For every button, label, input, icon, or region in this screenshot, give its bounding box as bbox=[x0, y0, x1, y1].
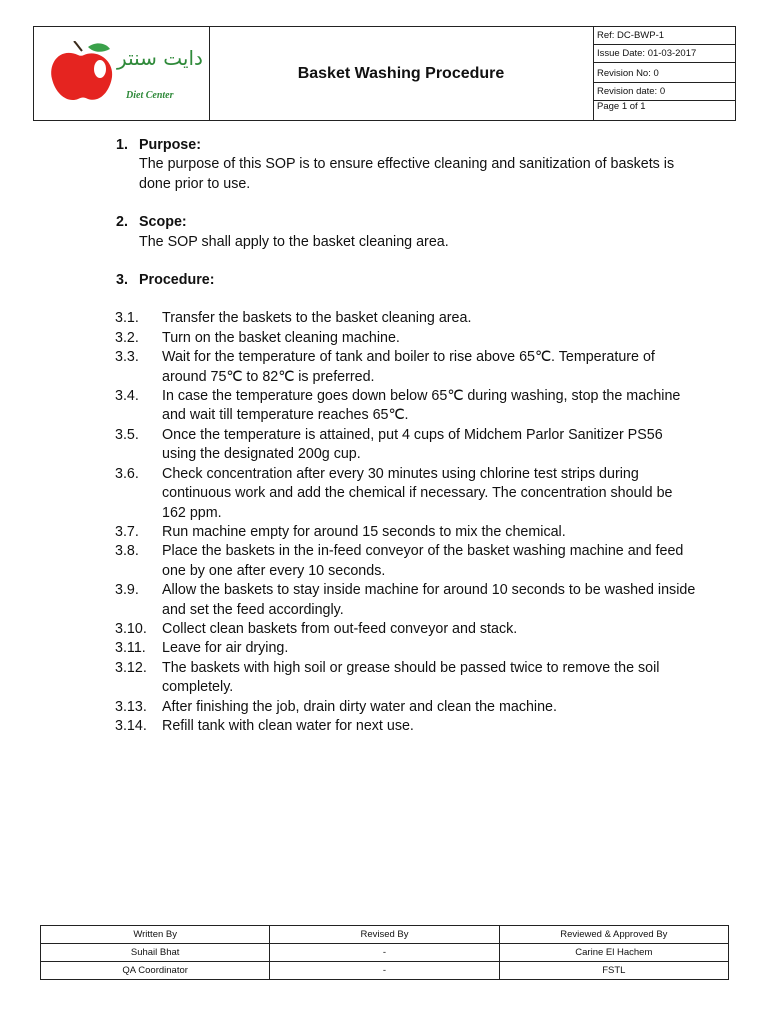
step-number: 3.1. bbox=[115, 310, 139, 327]
step-number: 3.11. bbox=[115, 640, 146, 657]
procedure-step bbox=[115, 542, 696, 581]
procedure-step bbox=[115, 329, 696, 348]
signoff-cell: Revised By bbox=[270, 926, 499, 944]
signoff-cell: FSTL bbox=[499, 962, 728, 980]
document-header bbox=[33, 26, 736, 121]
section-number: 3. bbox=[116, 272, 128, 289]
procedure-step bbox=[115, 581, 696, 620]
svg-text:دايت سنتر: دايت سنتر bbox=[117, 46, 203, 70]
section-scope bbox=[116, 213, 696, 252]
procedure-step bbox=[115, 659, 696, 698]
step-text: Leave for air drying. bbox=[162, 640, 289, 657]
section-title: Procedure: bbox=[139, 272, 215, 289]
step-text: Allow the baskets to stay inside machine for around 10 seconds to be washed inside and set the feed accordingly. bbox=[162, 582, 696, 618]
signoff-role-row bbox=[41, 962, 729, 980]
procedure-step bbox=[115, 698, 696, 717]
meta-revision-no: Revision No: 0 bbox=[594, 63, 736, 83]
step-number: 3.14. bbox=[115, 717, 147, 734]
step-number: 3.7. bbox=[115, 523, 139, 540]
step-number: 3.8. bbox=[115, 543, 139, 560]
step-text: Turn on the basket cleaning machine. bbox=[162, 329, 400, 346]
procedure-step bbox=[115, 639, 696, 658]
procedure-step bbox=[115, 348, 696, 387]
section-procedure bbox=[116, 271, 696, 290]
step-text: Transfer the baskets to the basket cleaning area. bbox=[162, 310, 472, 327]
step-text: Run machine empty for around 15 seconds to mix the chemical. bbox=[162, 523, 566, 540]
meta-ref: Ref: DC-BWP-1 bbox=[594, 27, 736, 45]
step-number: 3.5. bbox=[115, 426, 139, 443]
signoff-cell: - bbox=[270, 962, 499, 980]
meta-revision-date: Revision date: 0 bbox=[594, 83, 736, 101]
step-text: Once the temperature is attained, put 4 cups of Midchem Parlor Sanitizer PS56 using the designated 200g cup. bbox=[162, 426, 663, 463]
arabic-logo-text bbox=[112, 45, 208, 85]
signoff-cell: Suhail Bhat bbox=[41, 944, 270, 962]
document-title: Basket Washing Procedure bbox=[297, 64, 505, 82]
logo-tagline: Diet Center bbox=[126, 90, 174, 101]
procedure-step bbox=[115, 717, 696, 736]
section-number: 2. bbox=[116, 214, 128, 231]
document-body bbox=[116, 136, 696, 736]
signoff-cell: - bbox=[270, 944, 499, 962]
step-number: 3.13. bbox=[115, 698, 147, 715]
step-number: 3.2. bbox=[115, 329, 139, 346]
procedure-step bbox=[115, 426, 696, 465]
signoff-cell: Reviewed & Approved By bbox=[499, 926, 728, 944]
section-purpose bbox=[116, 136, 696, 194]
signoff-cell: QA Coordinator bbox=[41, 962, 270, 980]
signoff-name-row bbox=[41, 944, 729, 962]
section-title: Purpose: bbox=[139, 137, 201, 153]
section-text: The purpose of this SOP is to ensure effective cleaning and sanitization of baskets is done prior to use. bbox=[139, 156, 675, 192]
step-text: Check concentration after every 30 minutes using chlorine test strips during continuous work and add the chemical if necessary. The concentration should be 162 ppm. bbox=[162, 465, 673, 521]
section-title: Scope: bbox=[139, 214, 187, 231]
procedure-step bbox=[115, 309, 696, 328]
step-text: After finishing the job, drain dirty water and clean the machine. bbox=[162, 698, 557, 715]
step-text: In case the temperature goes down below 65℃ during washing, stop the machine and wait till temperature reaches 65℃. bbox=[162, 388, 681, 424]
signoff-header-row bbox=[41, 926, 729, 944]
section-number: 1. bbox=[116, 137, 128, 153]
section-text: The SOP shall apply to the basket cleaning area. bbox=[139, 233, 449, 250]
step-number: 3.12. bbox=[115, 659, 147, 676]
step-number: 3.6. bbox=[115, 465, 139, 482]
signoff-table bbox=[40, 925, 729, 980]
step-text: Collect clean baskets from out-feed conveyor and stack. bbox=[162, 620, 518, 637]
procedure-step bbox=[115, 387, 696, 426]
procedure-step bbox=[115, 523, 696, 542]
step-number: 3.3. bbox=[115, 349, 139, 366]
step-number: 3.10. bbox=[115, 620, 147, 637]
procedure-steps bbox=[115, 309, 696, 736]
procedure-step bbox=[115, 465, 696, 523]
step-text: Wait for the temperature of tank and boiler to rise above 65℃. Temperature of around 75℃ to 82℃ is preferred. bbox=[162, 349, 655, 385]
step-text: Refill tank with clean water for next use. bbox=[162, 717, 414, 734]
document-meta bbox=[593, 27, 736, 120]
logo bbox=[34, 27, 210, 120]
procedure-step bbox=[115, 620, 696, 639]
step-number: 3.9. bbox=[115, 582, 139, 599]
signoff-cell: Carine El Hachem bbox=[499, 944, 728, 962]
step-text: Place the baskets in the in-feed conveyor of the basket washing machine and feed one by one after every 10 seconds. bbox=[162, 543, 684, 579]
step-text: The baskets with high soil or grease should be passed twice to remove the soil completely. bbox=[162, 659, 660, 696]
step-number: 3.4. bbox=[115, 388, 139, 405]
meta-page: Page 1 of 1 bbox=[597, 101, 646, 112]
signoff-cell: Written By bbox=[41, 926, 270, 944]
meta-issue-date: Issue Date: 01-03-2017 bbox=[594, 45, 736, 63]
